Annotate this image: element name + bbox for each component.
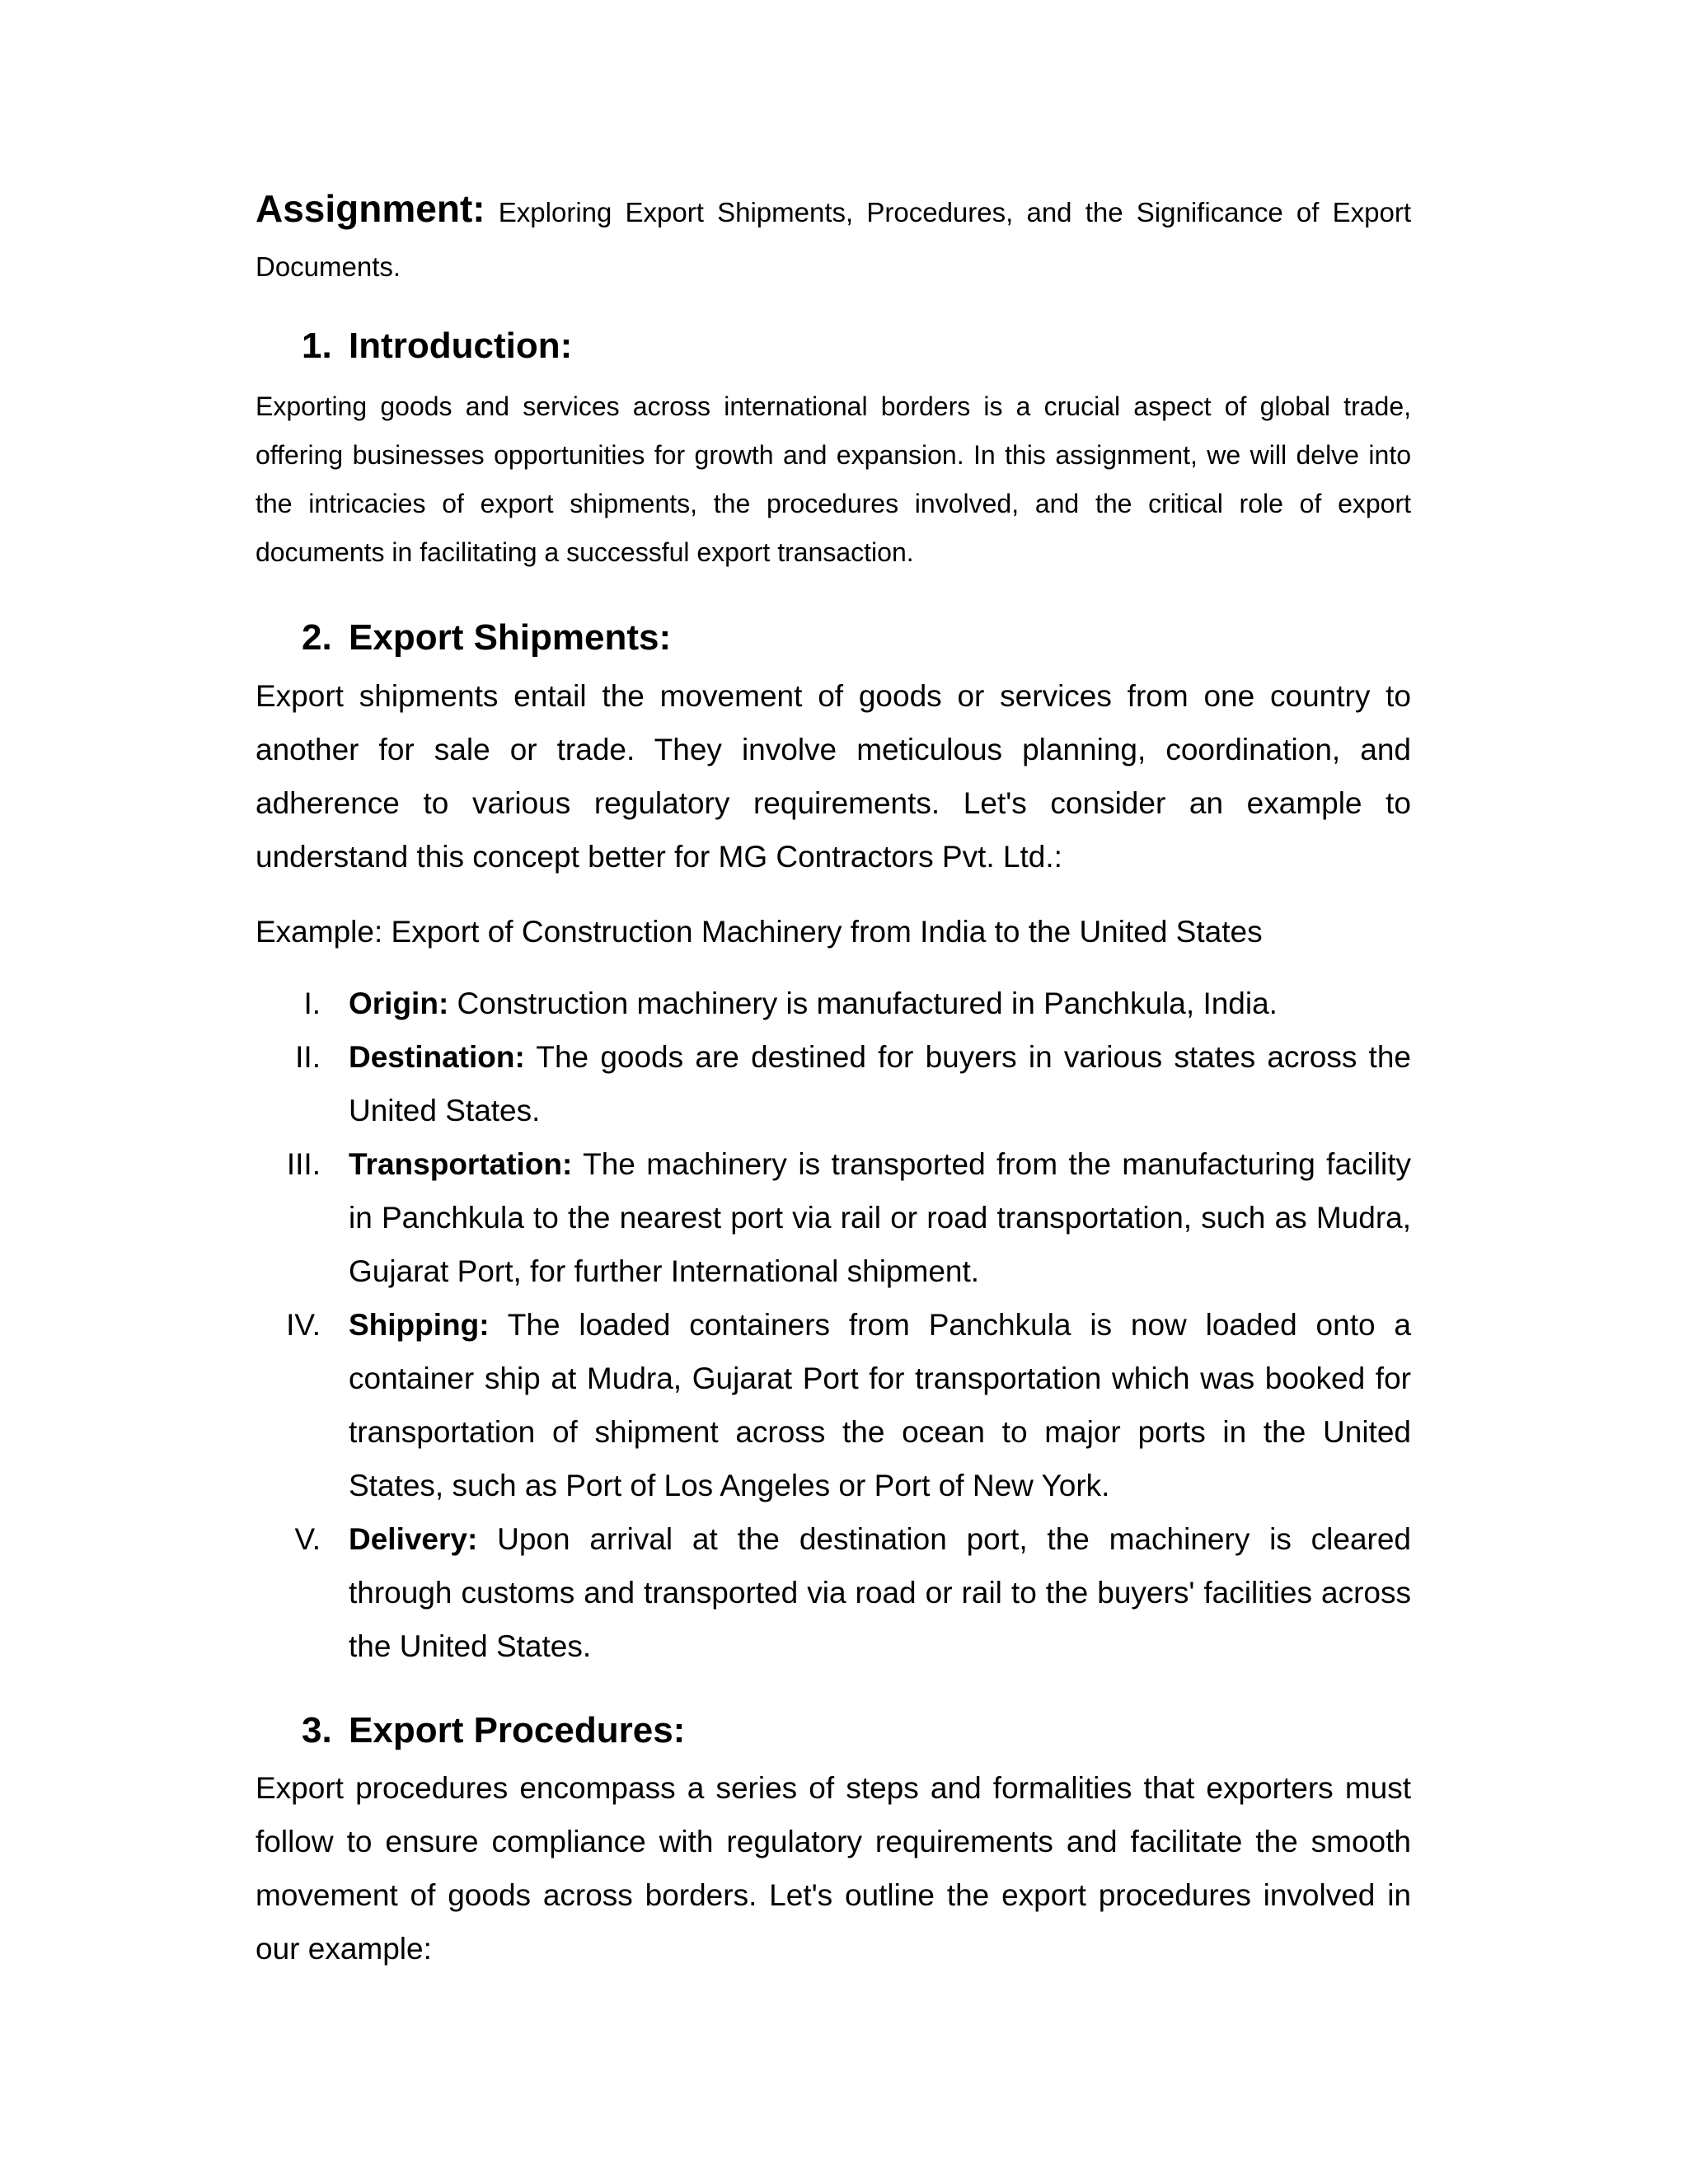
- roman-numeral: V.: [294, 1522, 321, 1556]
- section-number: 1.: [302, 326, 332, 366]
- item-lead: Transportation:: [349, 1147, 573, 1181]
- list-item-delivery: [256, 1512, 1411, 1673]
- item-lead: Destination:: [349, 1040, 525, 1074]
- item-text: The goods are destined for buyers in various states across the United States.: [349, 1040, 1411, 1127]
- export-shipments-paragraph: Export shipments entail the movement of goods or services from one country to another for sale or trade. They involve meticulous planning, coordination, and adherence to various regulatory requirements. Let's consider an example to understand this concept better for MG Contractors Pvt. Ltd.:: [256, 679, 1411, 874]
- roman-numeral: III.: [286, 1147, 321, 1181]
- roman-numeral: IV.: [286, 1308, 321, 1342]
- section-heading-introduction: [302, 323, 572, 369]
- assignment-title-text: Exploring Export Shipments, Procedures, and the Significance of Export Documents.: [256, 197, 1411, 282]
- section-heading-export-procedures: [302, 1708, 685, 1754]
- item-text: The machinery is transported from the manufacturing facility in Panchkula to the nearest port via rail or road transportation, such as Mudra, Gujarat Port, for further International shipment.: [349, 1147, 1411, 1288]
- section-number: 2.: [302, 617, 332, 658]
- item-lead: Shipping:: [349, 1308, 490, 1342]
- item-text: The loaded containers from Panchkula is now loaded onto a container ship at Mudra, Gujarat Port for transportation which was booked for transportation of shipment across the ocean to major ports in the United States, such as Port of Los Angeles or Port of New York.: [349, 1308, 1411, 1502]
- example-caption: Example: Export of Construction Machinery from India to the United States: [256, 915, 1263, 949]
- list-item-origin: [256, 977, 1411, 1030]
- export-procedures-paragraph: Export procedures encompass a series of steps and formalities that exporters must follow to ensure compliance with regulatory requirements and facilitate the smooth movement of goods across borders. Let's outline the export procedures involved in our example:: [256, 1771, 1411, 1966]
- assignment-title: [256, 181, 1411, 294]
- section-heading-text: Introduction:: [349, 326, 573, 366]
- item-text: Upon arrival at the destination port, the machinery is cleared through customs and transported via road or rail to the buyers' facilities across the United States.: [349, 1522, 1412, 1663]
- list-item-destination: [256, 1030, 1411, 1137]
- item-lead: Delivery:: [349, 1522, 478, 1556]
- section-number: 3.: [302, 1710, 332, 1750]
- section-heading-text: Export Procedures:: [349, 1710, 686, 1750]
- section-heading-export-shipments: [302, 615, 671, 661]
- introduction-paragraph: Exporting goods and services across international borders is a crucial aspect of global trade, offering businesses opportunities for growth and expansion. In this assignment, we will delve into the intricacies of export shipments, the procedures involved, and the critical role of export documents in facilitating a successful export transaction.: [256, 391, 1411, 567]
- shipment-steps-list: [256, 977, 1411, 1673]
- item-lead: Origin:: [349, 987, 449, 1020]
- list-item-transportation: [256, 1137, 1411, 1298]
- assignment-title-lead: Assignment:: [256, 187, 485, 230]
- list-item-shipping: [256, 1298, 1411, 1512]
- roman-numeral: II.: [295, 1040, 321, 1074]
- roman-numeral: I.: [303, 987, 321, 1020]
- section-heading-text: Export Shipments:: [349, 617, 672, 658]
- item-text: Construction machinery is manufactured in Panchkula, India.: [457, 987, 1278, 1020]
